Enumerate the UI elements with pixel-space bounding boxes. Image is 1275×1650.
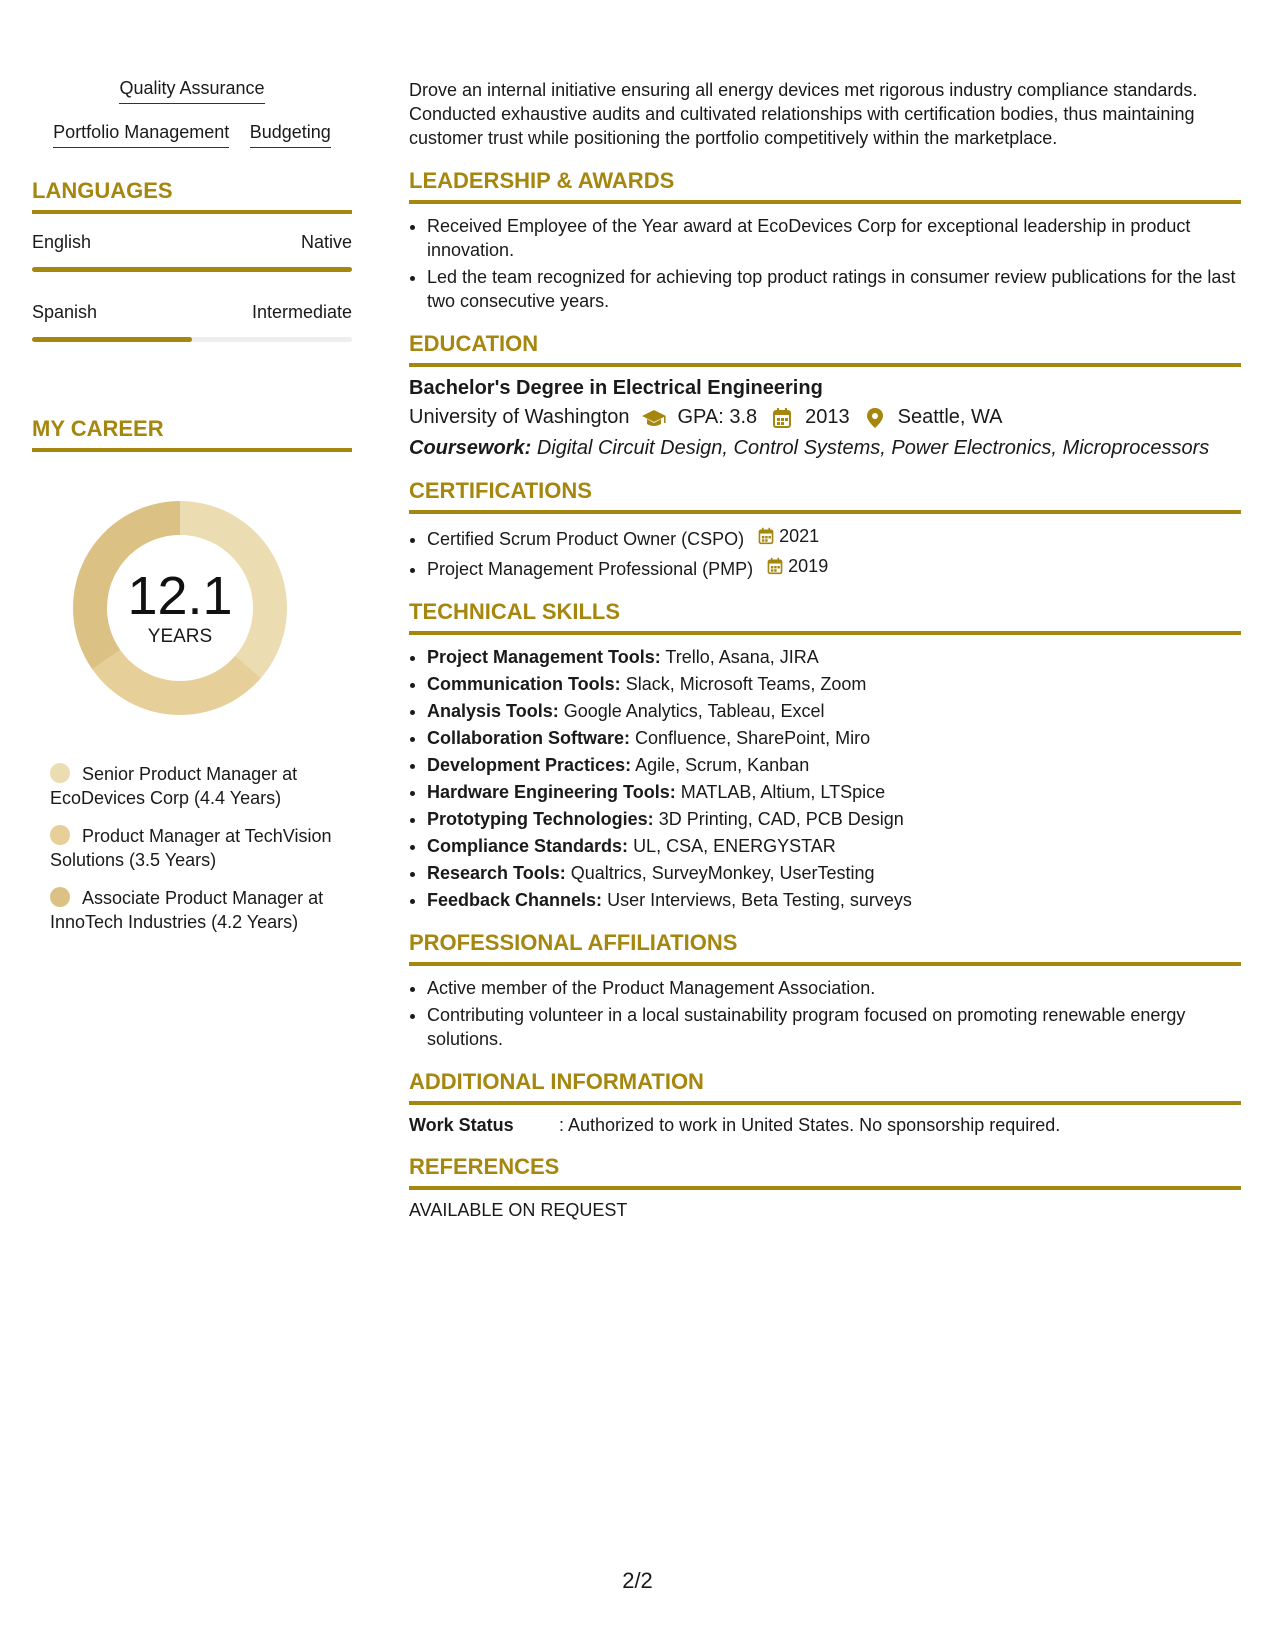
career-title: MY CAREER <box>32 416 352 452</box>
skill-category: Project Management Tools: <box>427 647 661 667</box>
list-item <box>427 524 1241 551</box>
coursework-label: Coursework: <box>409 437 532 459</box>
education-year: 2013 <box>805 406 850 428</box>
technical-skills-list <box>409 645 1241 912</box>
coursework-list: Digital Circuit Design, Control Systems, Power Electronics, Microprocessors <box>536 437 1210 459</box>
career-legend-item: Associate Product Manager at InnoTech Industries (4.2 Years) <box>50 888 324 932</box>
additional-info-value: : Authorized to work in United States. No sponsorship required. <box>559 1115 1061 1135</box>
references-text: AVAILABLE ON REQUEST <box>409 1200 628 1220</box>
calendar-icon <box>769 407 795 429</box>
technical-skills-title: TECHNICAL SKILLS <box>409 599 1241 635</box>
skill-values: MATLAB, Altium, LTSpice <box>680 782 886 802</box>
education-degree: Bachelor's Degree in Electrical Engineering <box>409 377 823 399</box>
career-years-unit: YEARS <box>147 626 213 647</box>
skill-tag: Budgeting <box>250 122 331 148</box>
skill-values: Trello, Asana, JIRA <box>665 647 819 667</box>
language-level: Intermediate <box>251 302 352 322</box>
leadership-list <box>409 214 1241 313</box>
career-legend <box>50 762 335 934</box>
list-item <box>427 780 1241 804</box>
certifications-list <box>409 524 1241 581</box>
career-legend-item: Senior Product Manager at EcoDevices Corp (4.4 Years) <box>50 764 298 808</box>
career-legend-item: Product Manager at TechVision Solutions (3.5 Years) <box>50 826 332 870</box>
list-item <box>427 699 1241 723</box>
education-school: University of Washington <box>409 406 630 428</box>
list-item <box>427 645 1241 669</box>
skill-values: Agile, Scrum, Kanban <box>635 755 810 775</box>
experience-summary: Drove an internal initiative ensuring all energy devices met rigorous industry compliance standards. Conducted exhaustive audits and cultivated relationships with certification bodies, thus maintaining customer trust while positioning the portfolio competitively within the marketplace. <box>409 80 1198 148</box>
education-coursework <box>409 437 1241 460</box>
skill-values: Slack, Microsoft Teams, Zoom <box>625 674 867 694</box>
career-donut-chart <box>66 494 294 722</box>
skill-values: Google Analytics, Tableau, Excel <box>563 701 825 721</box>
certification-name: Certified Scrum Product Owner (CSPO) <box>427 529 745 549</box>
education-location: Seattle, WA <box>897 406 1003 428</box>
skill-category: Collaboration Software: <box>427 728 631 748</box>
language-name: Spanish <box>32 302 98 322</box>
skill-values: Confluence, SharePoint, Miro <box>635 728 871 748</box>
legend-dot-icon <box>50 763 70 783</box>
references-title: REFERENCES <box>409 1154 1241 1190</box>
skill-category: Feedback Channels: <box>427 890 603 910</box>
skill-values: Qualtrics, SurveyMonkey, UserTesting <box>570 863 875 883</box>
language-bar-fill <box>32 337 192 342</box>
location-pin-icon <box>862 407 888 429</box>
skill-category: Analysis Tools: <box>427 701 559 721</box>
legend-dot-icon <box>50 887 70 907</box>
education-gpa: GPA: 3.8 <box>677 406 758 428</box>
list-item: • Led the team recognized for achieving top product ratings in consumer review publications for the last two consecutive years. <box>427 265 1241 313</box>
list-item <box>427 861 1241 885</box>
list-item <box>427 753 1241 777</box>
certifications-title: CERTIFICATIONS <box>409 478 1241 514</box>
list-item <box>427 888 1241 912</box>
skill-tag: Quality Assurance <box>119 78 264 104</box>
right-column <box>409 78 1241 1221</box>
language-bar-fill <box>32 267 352 272</box>
skill-category: Communication Tools: <box>427 674 621 694</box>
skill-category: Development Practices: <box>427 755 632 775</box>
skill-values: 3D Printing, CAD, PCB Design <box>658 809 904 829</box>
list-item: • Active member of the Product Management Association. <box>427 976 1241 1000</box>
skill-category: Prototyping Technologies: <box>427 809 654 829</box>
calendar-icon <box>766 557 784 575</box>
language-item <box>32 232 352 272</box>
left-column <box>32 78 352 948</box>
language-bar <box>32 267 352 272</box>
skill-category: Research Tools: <box>427 863 566 883</box>
additional-info-key: Work Status <box>409 1115 514 1135</box>
skills-row-2 <box>32 122 352 148</box>
language-bar <box>32 337 352 342</box>
education-meta <box>409 406 1241 429</box>
language-item <box>32 302 352 342</box>
language-level: Native <box>300 232 352 252</box>
affiliations-title: PROFESSIONAL AFFILIATIONS <box>409 930 1241 966</box>
legend-dot-icon <box>50 825 70 845</box>
skill-values: UL, CSA, ENERGYSTAR <box>633 836 836 856</box>
additional-info-title: ADDITIONAL INFORMATION <box>409 1069 1241 1105</box>
graduation-cap-icon <box>641 407 667 429</box>
list-item: • Received Employee of the Year award at EcoDevices Corp for exceptional leadership in product innovation. <box>427 214 1241 262</box>
page-number: 2/2 <box>622 1568 653 1593</box>
list-item <box>427 726 1241 750</box>
career-total-years: 12.1 <box>127 566 233 626</box>
additional-info-row <box>409 1115 1241 1136</box>
languages-title: LANGUAGES <box>32 178 352 214</box>
language-name: English <box>32 232 92 252</box>
calendar-icon <box>757 527 775 545</box>
skill-tag: Portfolio Management <box>53 122 229 148</box>
skill-category: Hardware Engineering Tools: <box>427 782 676 802</box>
list-item <box>427 554 1241 581</box>
education-title: EDUCATION <box>409 331 1241 367</box>
skills-row-1 <box>32 78 352 104</box>
list-item <box>427 834 1241 858</box>
skill-values: User Interviews, Beta Testing, surveys <box>607 890 912 910</box>
leadership-title: LEADERSHIP & AWARDS <box>409 168 1241 204</box>
certification-year: 2019 <box>788 556 829 576</box>
certification-name: Project Management Professional (PMP) <box>427 559 754 579</box>
list-item <box>427 807 1241 831</box>
affiliations-list <box>409 976 1241 1051</box>
certification-year: 2021 <box>779 526 820 546</box>
skill-category: Compliance Standards: <box>427 836 629 856</box>
list-item <box>427 672 1241 696</box>
list-item: • Contributing volunteer in a local sustainability program focused on promoting renewable energy solutions. <box>427 1003 1241 1051</box>
